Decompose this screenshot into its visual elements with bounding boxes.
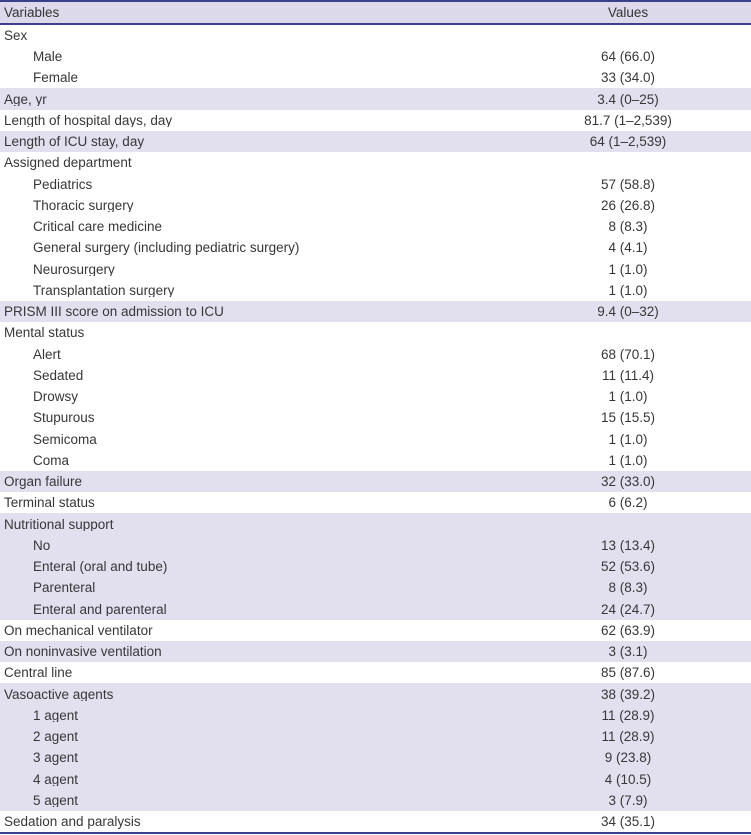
row-value: 1 (1.0) [608,389,648,405]
table-row [0,641,751,662]
row-variable-label: PRISM III score on admission to ICU [4,304,224,319]
table-row [0,88,751,109]
row-variable-label: Enteral and parenteral [33,601,167,617]
table-row [0,598,751,619]
table-row [0,726,751,747]
row-variable-label: Pediatrics [33,176,93,192]
row-value: 3 (3.1) [608,644,648,660]
table-row [0,131,751,152]
table-row [0,428,751,449]
row-variable-label: 3 agent [33,750,79,765]
table-row [0,25,751,46]
row-value: 26 (26.8) [600,197,656,213]
row-variable-label: Male [33,49,63,64]
table-row [0,705,751,726]
row-variable-label: Assigned department [4,155,132,170]
table-row [0,152,751,173]
row-variable-label: Central line [4,665,73,680]
row-variable-label: Stupurous [33,410,95,425]
table-row [0,790,751,811]
column-header-values: Values [607,5,649,20]
row-variable-label: Sedated [33,367,84,383]
row-variable-label: Vasoactive agents [4,686,114,702]
table-row [0,67,751,88]
row-variable-label: 5 agent [33,792,79,808]
table-row [0,237,751,258]
row-variable-label: Female [33,70,79,85]
row-value [505,162,751,163]
row-value: 62 (63.9) [600,622,656,638]
table-row [0,577,751,598]
table-row [0,747,751,768]
table-row [0,173,751,194]
row-value: 4 (10.5) [604,771,652,787]
table-row [0,471,751,492]
row-value: 9 (23.8) [604,750,652,766]
row-value: 81.7 (1–2,539) [584,112,672,128]
row-value: 57 (58.8) [600,176,656,192]
table-row [0,492,751,513]
row-value: 68 (70.1) [600,346,656,362]
row-value: 64 (66.0) [600,49,656,65]
row-variable-label: Transplantation surgery [33,282,175,298]
row-value: 13 (13.4) [600,537,656,553]
row-value: 1 (1.0) [608,452,648,468]
table-row [0,195,751,216]
row-value: 8 (8.3) [608,580,648,596]
row-variable-label: Semicoma [33,431,97,447]
row-value: 33 (34.0) [600,70,656,86]
row-variable-label: On noninvasive ventilation [4,644,162,659]
row-value: 24 (24.7) [600,601,656,617]
row-value [505,523,751,524]
table-row [0,662,751,683]
row-variable-label: Enteral (oral and tube) [33,559,168,574]
row-value: 85 (87.6) [600,665,656,681]
row-variable-label: Age, yr [4,91,47,107]
row-variable-label: Sedation and paralysis [4,814,141,829]
row-value: 9.4 (0–32) [597,304,659,320]
table-row [0,258,751,279]
table-row [0,46,751,67]
row-variable-label: Mental status [4,325,85,340]
row-value: 64 (1–2,539) [589,134,667,150]
row-value: 52 (53.6) [600,559,656,575]
row-value: 6 (6.2) [608,495,648,511]
row-value: 15 (15.5) [600,410,656,426]
row-variable-label: General surgery (including pediatric surgery) [33,240,300,255]
row-variable-label: Thoracic surgery [33,197,134,213]
row-value [505,332,751,333]
row-value: 1 (1.0) [608,261,648,277]
column-header-variables: Variables [4,5,60,20]
table-header-row [0,2,751,25]
row-value: 11 (28.9) [601,707,655,723]
row-value: 1 (1.0) [608,282,648,298]
row-value: 8 (8.3) [608,219,648,235]
row-variable-label: Drowsy [33,389,79,404]
row-variable-label: Organ failure [4,474,83,489]
row-variable-label: Sex [4,27,28,43]
row-variable-label: Alert [33,346,61,362]
table-row [0,280,751,301]
row-variable-label: Length of ICU stay, day [4,134,145,149]
table-row [0,683,751,704]
row-variable-label: Length of hospital days, day [4,112,173,128]
row-value: 3.4 (0–25) [597,91,659,107]
table-row [0,216,751,237]
row-variable-label: On mechanical ventilator [4,622,153,638]
row-variable-label: Nutritional support [4,516,114,532]
row-variable-label: 1 agent [33,707,79,723]
table-row [0,343,751,364]
row-variable-label: 4 agent [33,771,79,787]
table-body [0,25,751,833]
table-row [0,301,751,322]
row-value: 38 (39.2) [600,686,656,702]
table-row [0,556,751,577]
table-row [0,768,751,789]
table-row [0,407,751,428]
table-row [0,365,751,386]
table-row [0,386,751,407]
row-value: 3 (7.9) [608,792,648,808]
row-variable-label: Terminal status [4,495,95,510]
row-value: 11 (28.9) [601,729,655,745]
row-variable-label: 2 agent [33,729,79,744]
table-row [0,110,751,131]
row-variable-label: Coma [33,452,70,468]
table-row [0,513,751,534]
table-row [0,322,751,343]
row-value: 4 (4.1) [608,240,648,256]
row-value [505,35,751,36]
row-value: 1 (1.0) [608,431,648,447]
row-variable-label: Parenteral [33,580,96,595]
row-variable-label: No [33,537,51,553]
row-value: 32 (33.0) [600,474,656,490]
row-value: 34 (35.1) [600,814,656,830]
table-row [0,450,751,471]
row-variable-label: Neurosurgery [33,261,115,277]
row-value: 11 (11.4) [601,367,655,383]
table-row [0,535,751,556]
row-variable-label: Critical care medicine [33,219,163,234]
table-row [0,811,751,832]
table-row [0,620,751,641]
